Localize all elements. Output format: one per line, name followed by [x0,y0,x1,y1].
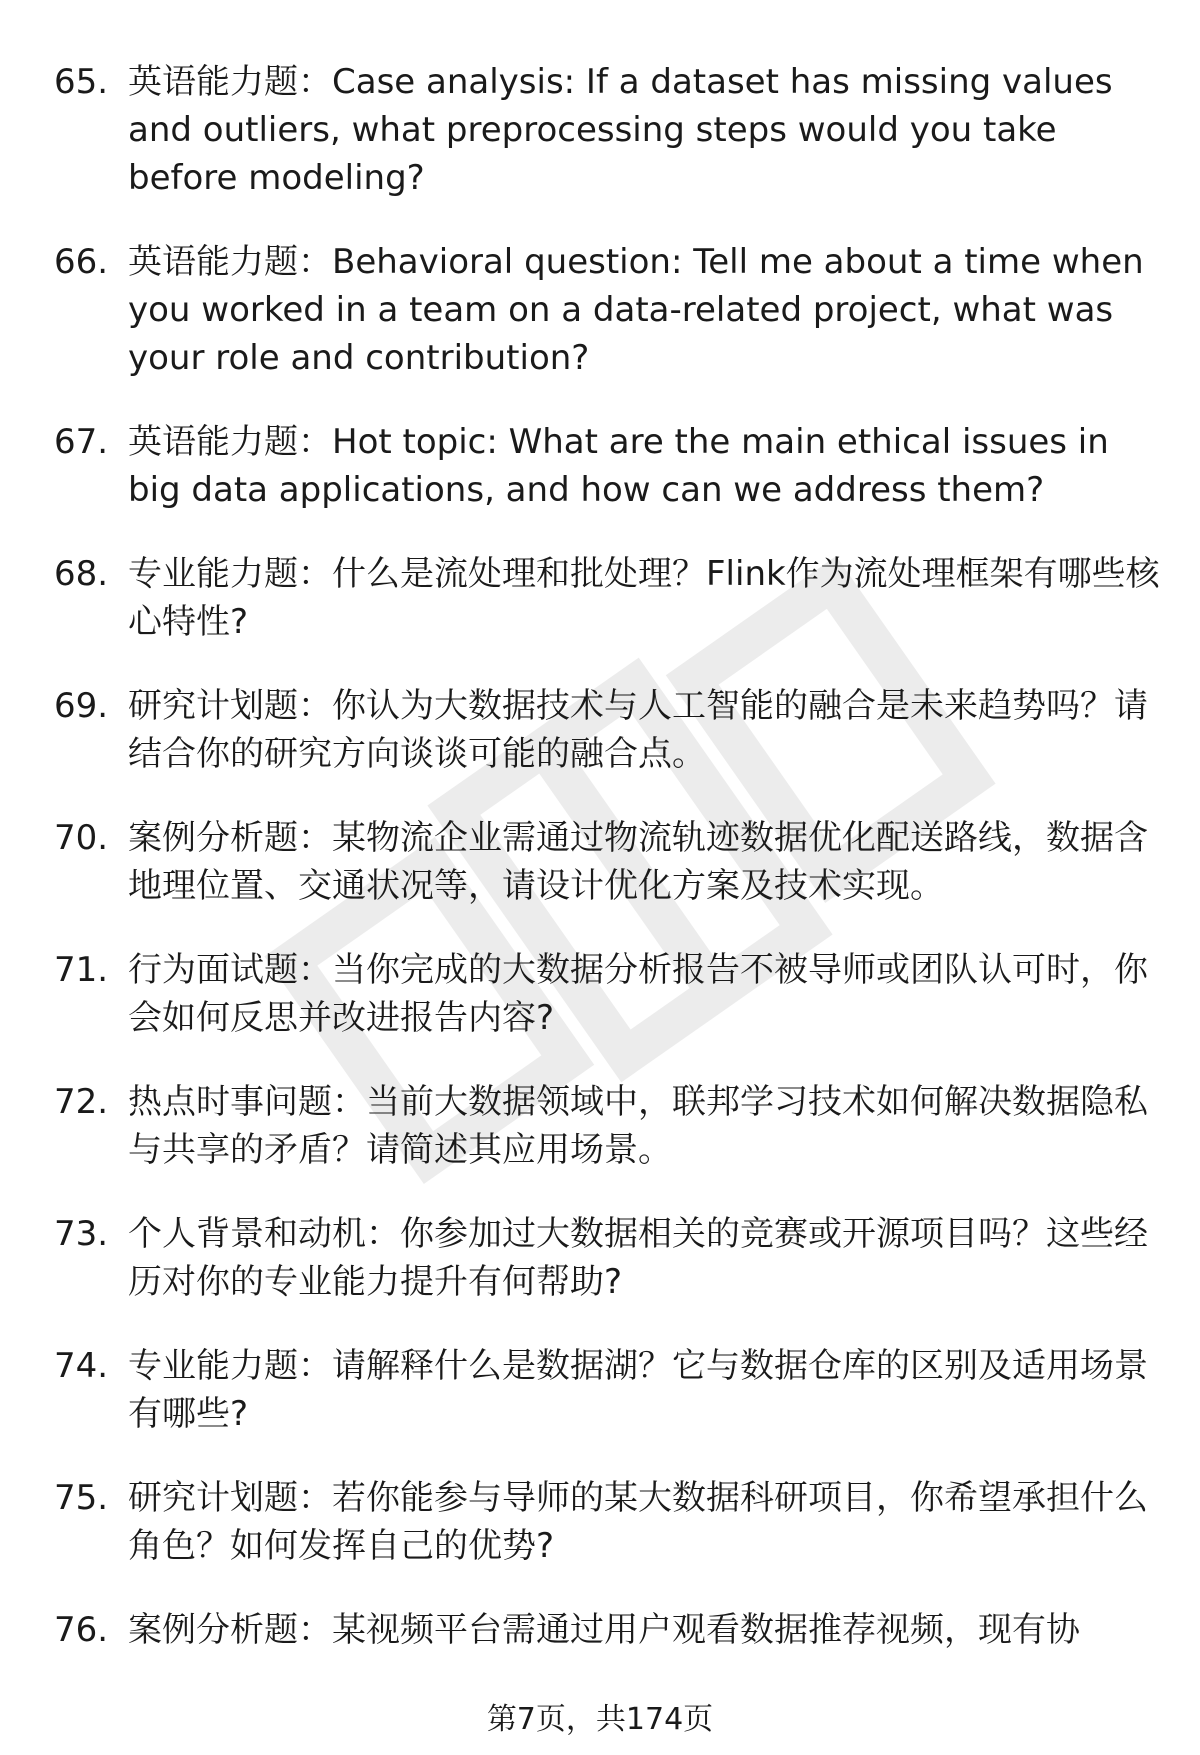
question-list [0,58,1200,1690]
question-item [0,814,1200,910]
question-number: 67. [54,422,109,462]
question-text: 个人背景和动机：你参加过大数据相关的竞赛或开源项目吗？这些经历对你的专业能力提升有何帮助? [128,1214,1148,1302]
question-item [0,1474,1200,1570]
question-number: 73. [54,1214,109,1254]
question-text: 行为面试题：当你完成的大数据分析报告不被导师或团队认可时，你会如何反思并改进报告内容? [128,950,1148,1038]
question-item [0,1606,1200,1654]
question-text: 英语能力题：Case analysis: If a dataset has missing values and outliers, what preprocessing steps would you take before modeling? [128,62,1113,198]
question-number: 65. [54,62,109,102]
question-text: 案例分析题：某物流企业需通过物流轨迹数据优化配送路线，数据含地理位置、交通状况等，请设计优化方案及技术实现。 [128,818,1148,906]
question-item [0,1342,1200,1438]
question-item [0,1078,1200,1174]
question-number: 75. [54,1478,109,1518]
question-text: 英语能力题：Hot topic: What are the main ethical issues in big data applications, and how can we address them? [128,422,1109,510]
question-number: 71. [54,950,109,990]
question-number: 68. [54,554,109,594]
question-number: 66. [54,242,109,282]
question-number: 74. [54,1346,109,1386]
question-item [0,238,1200,382]
question-number: 70. [54,818,109,858]
page-footer: 第7页，共174页 [486,1702,714,1737]
question-text: 热点时事问题：当前大数据领域中，联邦学习技术如何解决数据隐私与共享的矛盾？请简述其应用场景。 [128,1082,1148,1170]
question-item [0,1210,1200,1306]
question-text: 案例分析题：某视频平台需通过用户观看数据推荐视频，现有协 [128,1610,1080,1650]
question-number: 69. [54,686,109,726]
question-number: 76. [54,1610,109,1650]
question-item [0,58,1200,202]
question-text: 研究计划题：你认为大数据技术与人工智能的融合是未来趋势吗？请结合你的研究方向谈谈可能的融合点。 [128,686,1148,774]
question-text: 英语能力题：Behavioral question: Tell me about a time when you worked in a team on a data-related project, what was your role and contribution? [128,242,1144,378]
question-number: 72. [54,1082,109,1122]
question-item [0,682,1200,778]
question-text: 专业能力题：请解释什么是数据湖？它与数据仓库的区别及适用场景有哪些? [128,1346,1148,1434]
question-text: 研究计划题：若你能参与导师的某大数据科研项目，你希望承担什么角色？如何发挥自己的优势? [128,1478,1148,1566]
question-item [0,946,1200,1042]
question-item [0,418,1200,514]
question-item [0,550,1200,646]
question-text: 专业能力题：什么是流处理和批处理？Flink作为流处理框架有哪些核心特性? [128,554,1160,642]
